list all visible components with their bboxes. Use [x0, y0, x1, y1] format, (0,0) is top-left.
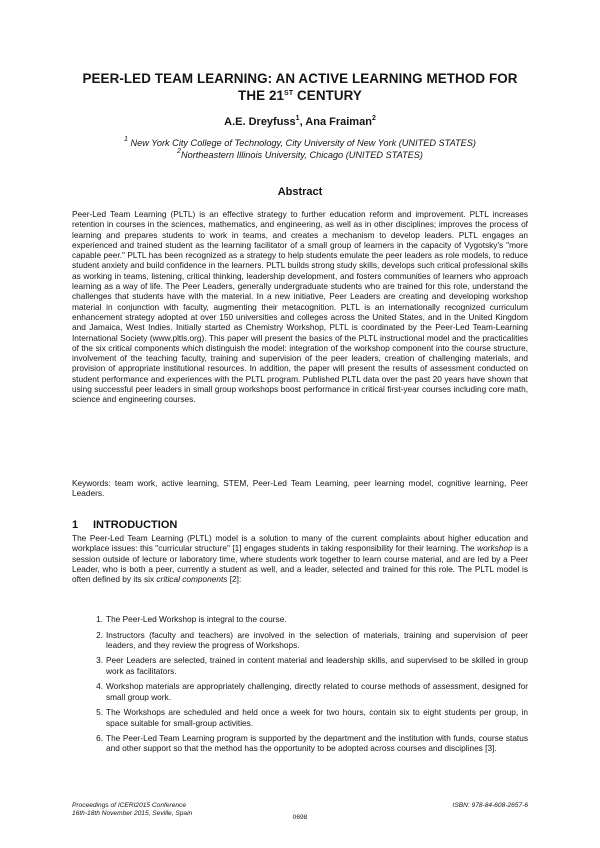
intro-text-a: The Peer-Led Team Learning (PLTL) model is a solution to many of the current complaints about higher education and workplace issues: this "curricular structure" [1] engages students in taking responsibility for their learning. The — [72, 533, 528, 554]
author-2: Ana Fraiman — [305, 116, 372, 128]
list-item-number: 5. — [96, 707, 103, 718]
list-item-number: 3. — [96, 655, 103, 666]
title-line-2-pre: THE 21 — [238, 88, 285, 103]
abstract-heading: Abstract — [277, 186, 323, 198]
introduction-paragraph — [72, 533, 528, 584]
affiliation-2-marker: 2 — [177, 148, 181, 155]
section-title: INTRODUCTION — [93, 519, 178, 531]
title-line-2-post: CENTURY — [293, 88, 362, 103]
list-item-text: The Workshops are scheduled and held once a week for two hours, contain six to eight students per group, in space suitable for small-group activities. — [106, 707, 528, 728]
affiliation-2 — [60, 149, 540, 161]
footer-conference-dates: 16th-18th November 2015, Seville, Spain — [72, 810, 193, 817]
intro-emphasis-critical-components: critical components — [156, 574, 228, 585]
list-item — [72, 707, 528, 728]
list-item — [72, 630, 528, 651]
paper-title — [60, 70, 540, 104]
list-item-text: Peer Leaders are selected, trained in content material and leadership skills, and supervised to be skilled in group work as facilitators. — [106, 655, 528, 676]
list-item-text: Workshop materials are appropriately challenging, directly related to course methods of assessment, designed for small group work. — [106, 681, 528, 702]
footer-page-number: 0698 — [292, 814, 308, 821]
title-superscript: ST — [284, 90, 294, 97]
list-item — [72, 681, 528, 702]
list-item-number: 1. — [96, 614, 103, 624]
author-1-marker: 1 — [295, 115, 300, 122]
affiliation-1 — [60, 137, 540, 149]
list-item — [72, 614, 528, 624]
abstract-body: Peer-Led Team Learning (PLTL) is an effective strategy to further education reform and improvement. PLTL increases retention in courses in the sciences, mathematics, and engineering, as well as in other disciplines; improves the process of learning and prepares students to work in teams, and creates a mechanism to develop leaders. PLTL engages an experienced and trained student as the learning facilitator of a small group of learners in the capacity of Vygotsky's "more capable peer." PLTL has been recognized as a strategy to help students emulate the peer leaders as role models, to reduce student anxiety and build confidence in the learners. PLTL builds strong study skills, develops such critical professional skills as working in teams, listening, critical thinking, leadership development, and fosters communities of learners who approach learning as a way of life. The Peer Leaders, generally undergraduate students who are trained for this role, understand the challenges that students have with the material. In a new initiative, Peer Leaders are creating and developing workshop material in conjunction with faculty, augmenting their metacognition. PLTL is an internationally recognized curriculum enhancement strategy adopted at over 150 universities and colleges across the United States, and in the United Kingdom and Jamaica, West Indies. Initially started as Chemistry Workshop, PLTL is coordinated by the Peer-Led Team-Learning International Society (www.pltls.org). This paper will present the basics of the PLTL instructional model and the practicalities of the six critical components which distinguish the model: integration of the workshop component into the course structure, involvement of the teaching faculty, training and supervision of the peer leaders, creation of challenging materials, and provision of appropriate institutional resources. In addition, the paper will present the results of assessment conducted on student performance and experiences with the PLTL program. Published PLTL data over the past 20 years have shown that using successful peer leaders in small group workshops boost performance in critical first-year courses including core math, science and engineering courses. — [72, 209, 528, 405]
list-item-number: 4. — [96, 681, 103, 692]
keywords: Keywords: team work, active learning, STEM, Peer-Led Team Learning, peer learning model, cognitive learning, Peer Leaders. — [72, 478, 528, 499]
list-item-text: Instructors (faculty and teachers) are involved in the selection of materials, training and supervision of peer leaders, and they review the progress of Workshops. — [106, 629, 528, 650]
list-item-number: 2. — [96, 629, 103, 640]
intro-text-c: [2]: — [227, 574, 242, 585]
title-line-1: PEER-LED TEAM LEARNING: AN ACTIVE LEARNING METHOD FOR — [82, 71, 518, 86]
list-item — [72, 655, 528, 676]
author-1: A.E. Dreyfuss — [224, 116, 296, 128]
footer-conference-name: Proceedings of ICERI2015 Conference — [72, 802, 186, 809]
affiliation-1-text: New York City College of Technology, City University of New York (UNITED STATES) — [130, 138, 476, 148]
affiliation-2-text: Northeastern Illinois University, Chicago (UNITED STATES) — [180, 150, 423, 160]
footer-isbn: ISBN: 978-84-608-2657-6 — [452, 802, 528, 809]
intro-emphasis-workshop: workshop — [477, 543, 513, 554]
section-heading-introduction — [72, 518, 177, 532]
critical-components-list — [72, 614, 528, 759]
section-number: 1 — [72, 519, 79, 531]
list-item — [72, 733, 528, 754]
author-separator: , — [299, 116, 306, 128]
list-item-text: The Peer-Led Team Learning program is supported by the department and the institution with funds, course status and other support so that the method has the opportunity to be adopted across courses and disciplines [3]. — [106, 733, 528, 754]
intro-text-b: is a session outside of lecture or laboratory time, where students work together to learn course material, and are led by a Peer Leader, who is both a peer, currently a student as well, and a leader, selected and trained for this role. The PLTL model is often defined by its six — [72, 543, 528, 585]
title-line-2 — [60, 87, 540, 104]
list-item-number: 6. — [96, 733, 103, 744]
author-2-marker: 2 — [371, 115, 376, 122]
list-item-text: The Peer-Led Workshop is integral to the course. — [106, 614, 287, 624]
author-list — [60, 115, 540, 129]
affiliations — [60, 137, 540, 161]
affiliation-1-marker: 1 — [124, 136, 128, 143]
